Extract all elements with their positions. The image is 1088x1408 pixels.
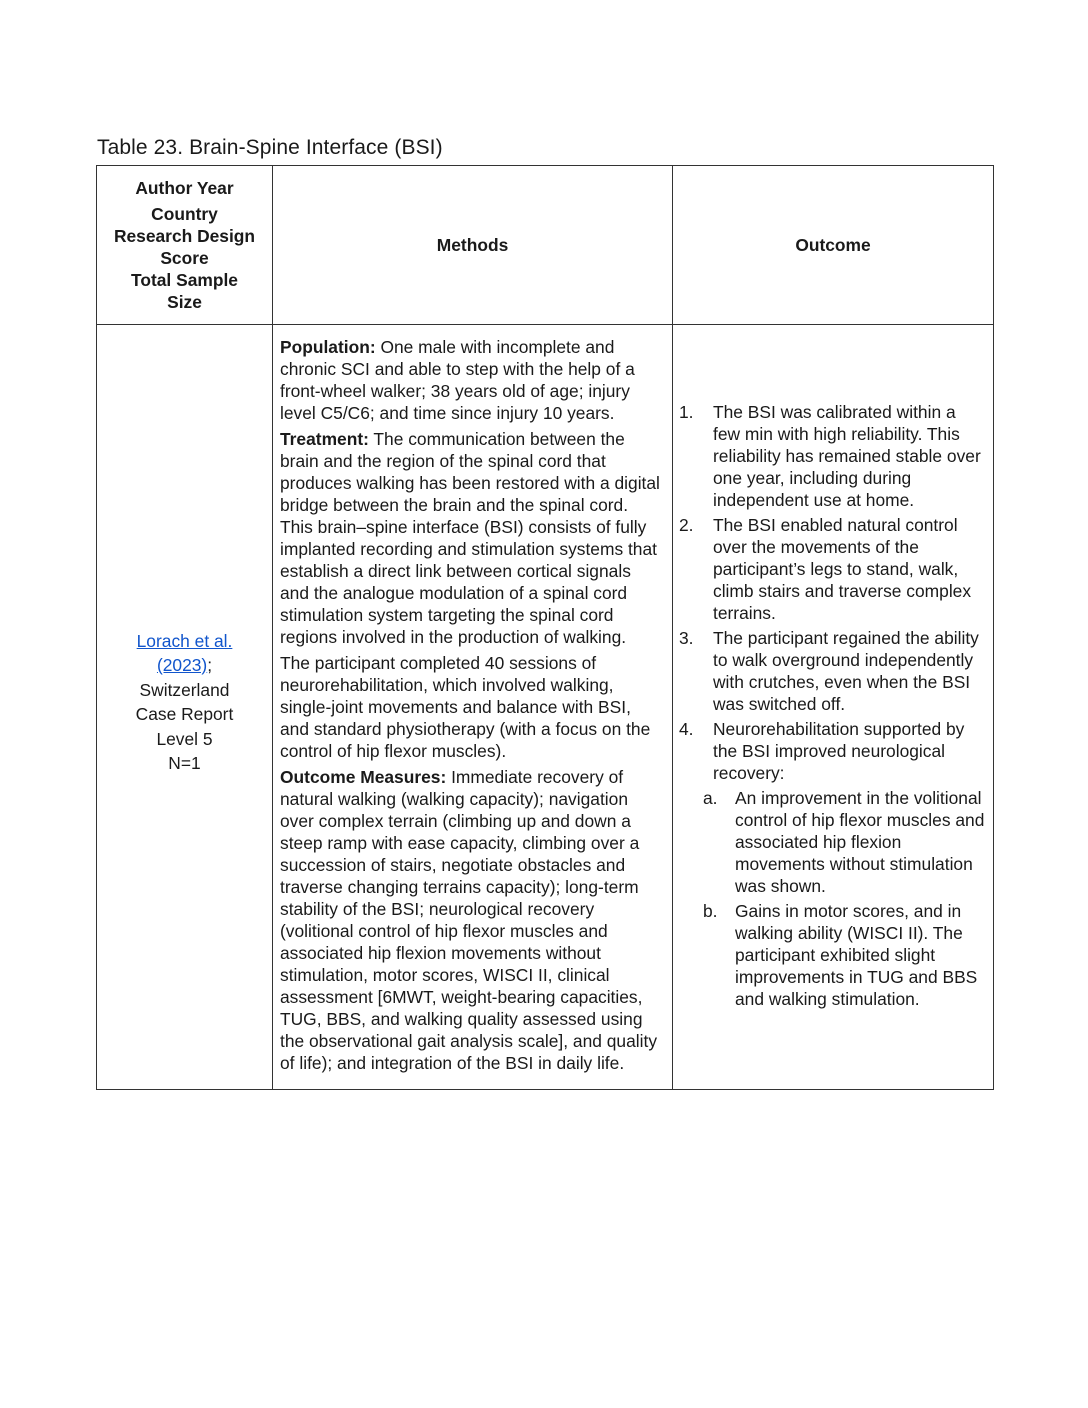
header-outcome: Outcome (673, 166, 994, 325)
list-text: The BSI was calibrated within a few min with high reliability. This reliability has remained stable over one year, including during independent use at home. (713, 402, 981, 510)
header-line: Size (167, 292, 202, 312)
header-line: Research Design (113, 226, 256, 246)
sub-list-text: An improvement in the volitional control of hip flexor muscles and associated hip flexion movements without stimulation was shown. (735, 788, 985, 896)
sessions-paragraph: The participant completed 40 sessions of neurorehabilitation, which involved walking, single-joint movements and balance with BSI, and standard physiotherapy (with a focus on the control of hip flexor muscles). (280, 653, 651, 761)
list-item (679, 718, 985, 1010)
table-caption: Table 23. Brain-Spine Interface (BSI) (97, 136, 443, 159)
treatment-label: Treatment: (280, 429, 369, 449)
citation-suffix: ; (207, 655, 213, 675)
header-row (97, 166, 994, 325)
population-text: One male with incomplete and chronic SCI and able to step with the help of a front-wheel walker; 38 years old of age; injury level C5/C6; and time since injury 10 years. (280, 337, 635, 423)
population-label: Population: (280, 337, 376, 357)
table-row (97, 325, 994, 1090)
list-number: 4. (679, 719, 694, 739)
header-line: Country (151, 204, 218, 224)
citation-link-line: (2023) (156, 655, 208, 675)
header-line: Score (160, 248, 209, 268)
score: Level 5 (156, 728, 213, 749)
population-paragraph (280, 336, 664, 424)
citation-link[interactable] (103, 629, 266, 676)
list-item (679, 627, 985, 715)
outcome-measures-text: Immediate recovery of natural walking (walking capacity); navigation over complex terrain (climbing up and down a steep ramp with ease capacity, climbing over a succession of stairs, negotiate obstacles and traverse changing terrains capacity); long-term stability of the BSI; neurological recovery (volitional control of hip flexor muscles and associated hip flexion movements without stimulation, motor scores, WISCI II, clinical assessment [6MWT, weight-bearing capacities, TUG, BBS, and walking quality assessed using the observational gait analysis scale], and quality of life); and integration of the BSI in daily life. (280, 767, 658, 1073)
sub-list-item (703, 900, 985, 1010)
list-text: The participant regained the ability to walk overground independently with crutches, even when the BSI was switched off. (713, 628, 979, 714)
header-methods: Methods (273, 166, 673, 325)
research-design: Case Report (135, 704, 234, 724)
treatment-text: The communication between the brain and the region of the spinal cord that produces walking has been restored with a digital bridge between the brain and the spinal cord. This brain–spine interface (BSI) consists of fully implanted recording and stimulation systems that establish a direct link between cortical signals and the analogue modulation of a spinal cord stimulation system targeting the spinal cord regions involved in the production of walking. (280, 429, 660, 647)
citation-link-line: Lorach et al. (136, 630, 233, 651)
outcome-list (679, 401, 985, 1010)
sample-size: N=1 (168, 753, 201, 773)
evidence-table (96, 165, 994, 1090)
list-number: 3. (679, 628, 694, 648)
header-line: Total Sample (131, 270, 238, 290)
list-number: 1. (679, 402, 694, 422)
citation (103, 629, 266, 678)
header-line: Author Year (135, 178, 234, 198)
sub-list-item (703, 787, 985, 897)
list-item (679, 514, 985, 624)
study-info-cell (97, 325, 273, 1090)
sub-list-letter: a. (703, 788, 718, 808)
list-text: Neurorehabilitation supported by the BSI improved neurological recovery: (713, 719, 965, 783)
list-item (679, 401, 985, 511)
methods-cell (273, 325, 673, 1090)
sub-list-letter: b. (703, 901, 718, 921)
outcome-measures-label: Outcome Measures: (280, 767, 447, 787)
sub-list-text: Gains in motor scores, and in walking ability (WISCI II). The participant exhibited slight improvements in TUG and BBS and walking stimulation. (735, 901, 978, 1009)
header-study-info (97, 166, 273, 325)
sub-outcome-list (703, 787, 985, 1010)
country: Switzerland (139, 679, 230, 700)
treatment-paragraph (280, 428, 664, 648)
list-number: 2. (679, 515, 694, 535)
outcome-measures-paragraph (280, 766, 664, 1074)
list-text: The BSI enabled natural control over the movements of the participant’s legs to stand, walk, climb stairs and traverse complex terrains. (713, 515, 972, 623)
outcome-cell (673, 325, 994, 1090)
